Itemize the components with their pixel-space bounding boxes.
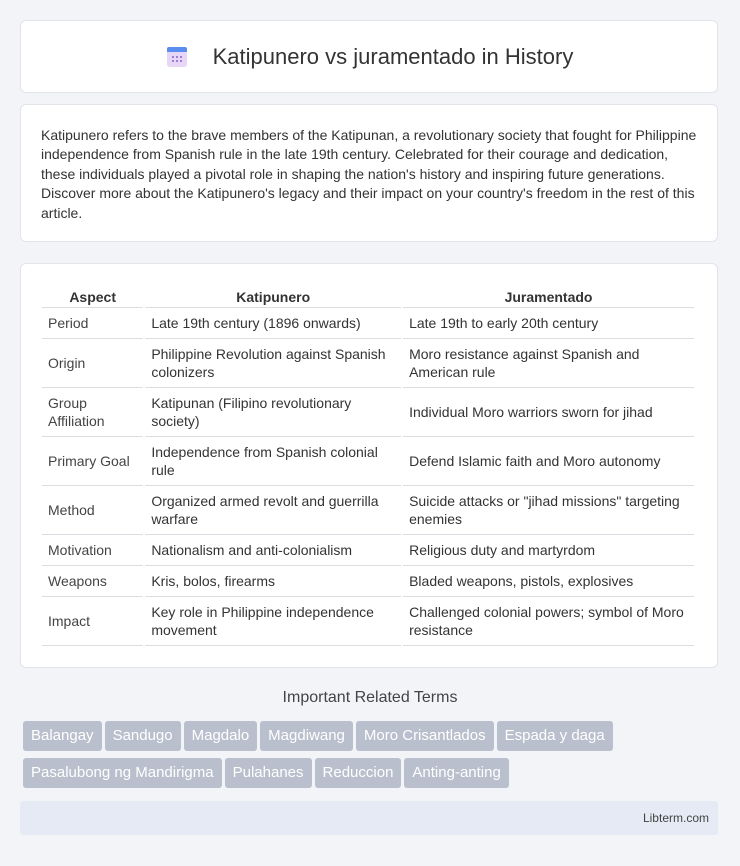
juramentado-cell: Suicide attacks or "jihad missions" targeting enemies (403, 486, 694, 535)
related-term-tag[interactable]: Anting-anting (404, 758, 508, 788)
juramentado-cell: Challenged colonial powers; symbol of Moro resistance (403, 597, 694, 646)
table-row (42, 486, 694, 535)
page-title: Katipunero vs juramentado in History (212, 43, 574, 69)
table-row (42, 339, 694, 388)
title-card (20, 20, 718, 93)
aspect-cell: Method (42, 486, 143, 535)
juramentado-cell: Religious duty and martyrdom (403, 535, 694, 566)
table-row (42, 535, 694, 566)
calendar-icon (165, 45, 189, 69)
related-terms-list (23, 721, 723, 795)
related-term-tag[interactable]: Moro Crisantlados (356, 721, 494, 751)
katipunero-cell: Katipunan (Filipino revolutionary society) (145, 388, 401, 437)
aspect-cell: Impact (42, 597, 143, 646)
related-term-tag[interactable]: Reduccion (315, 758, 402, 788)
katipunero-cell: Key role in Philippine independence movement (145, 597, 401, 646)
table-row (42, 566, 694, 597)
katipunero-cell: Independence from Spanish colonial rule (145, 437, 401, 486)
katipunero-cell: Organized armed revolt and guerrilla warfare (145, 486, 401, 535)
footer-link[interactable]: Libterm.com (642, 811, 709, 825)
aspect-cell: Weapons (42, 566, 143, 597)
related-term-tag[interactable]: Pulahanes (225, 758, 312, 788)
juramentado-cell: Defend Islamic faith and Moro autonomy (403, 437, 694, 486)
intro-text: Katipunero refers to the brave members of the Katipunan, a revolutionary society that fought for Philippine independence from Spanish rule in the late 19th century. Celebrated for their courage and dedication, these individuals played a pivotal role in shaping the nation's history and inspiring future generations. Discover more about the Katipunero's legacy and their impact on your country's freedom in the rest of this article. (41, 127, 697, 221)
table-row (42, 308, 694, 339)
table-row (42, 597, 694, 646)
juramentado-cell: Individual Moro warriors sworn for jihad (403, 388, 694, 437)
juramentado-cell: Bladed weapons, pistols, explosives (403, 566, 694, 597)
related-term-tag[interactable]: Espada y daga (497, 721, 613, 751)
juramentado-cell: Late 19th to early 20th century (403, 308, 694, 339)
related-term-tag[interactable]: Balangay (23, 721, 102, 751)
table-header: Juramentado (403, 286, 694, 308)
table-row (42, 437, 694, 486)
katipunero-cell: Kris, bolos, firearms (145, 566, 401, 597)
table-header: Aspect (42, 286, 143, 308)
katipunero-cell: Nationalism and anti-colonialism (145, 535, 401, 566)
footer (20, 801, 718, 835)
aspect-cell: Primary Goal (42, 437, 143, 486)
related-term-tag[interactable]: Pasalubong ng Mandirigma (23, 758, 222, 788)
related-term-tag[interactable]: Magdalo (184, 721, 258, 751)
related-term-tag[interactable]: Magdiwang (260, 721, 353, 751)
aspect-cell: Origin (42, 339, 143, 388)
katipunero-cell: Philippine Revolution against Spanish colonizers (145, 339, 401, 388)
comparison-table-card (20, 263, 718, 668)
juramentado-cell: Moro resistance against Spanish and American rule (403, 339, 694, 388)
aspect-cell: Motivation (42, 535, 143, 566)
table-row (42, 388, 694, 437)
related-term-tag[interactable]: Sandugo (105, 721, 181, 751)
table-header: Katipunero (145, 286, 401, 308)
aspect-cell: Group Affiliation (42, 388, 143, 437)
comparison-table (40, 286, 696, 646)
katipunero-cell: Late 19th century (1896 onwards) (145, 308, 401, 339)
related-terms-title: Important Related Terms (282, 689, 458, 706)
aspect-cell: Period (42, 308, 143, 339)
intro-card (20, 104, 718, 242)
